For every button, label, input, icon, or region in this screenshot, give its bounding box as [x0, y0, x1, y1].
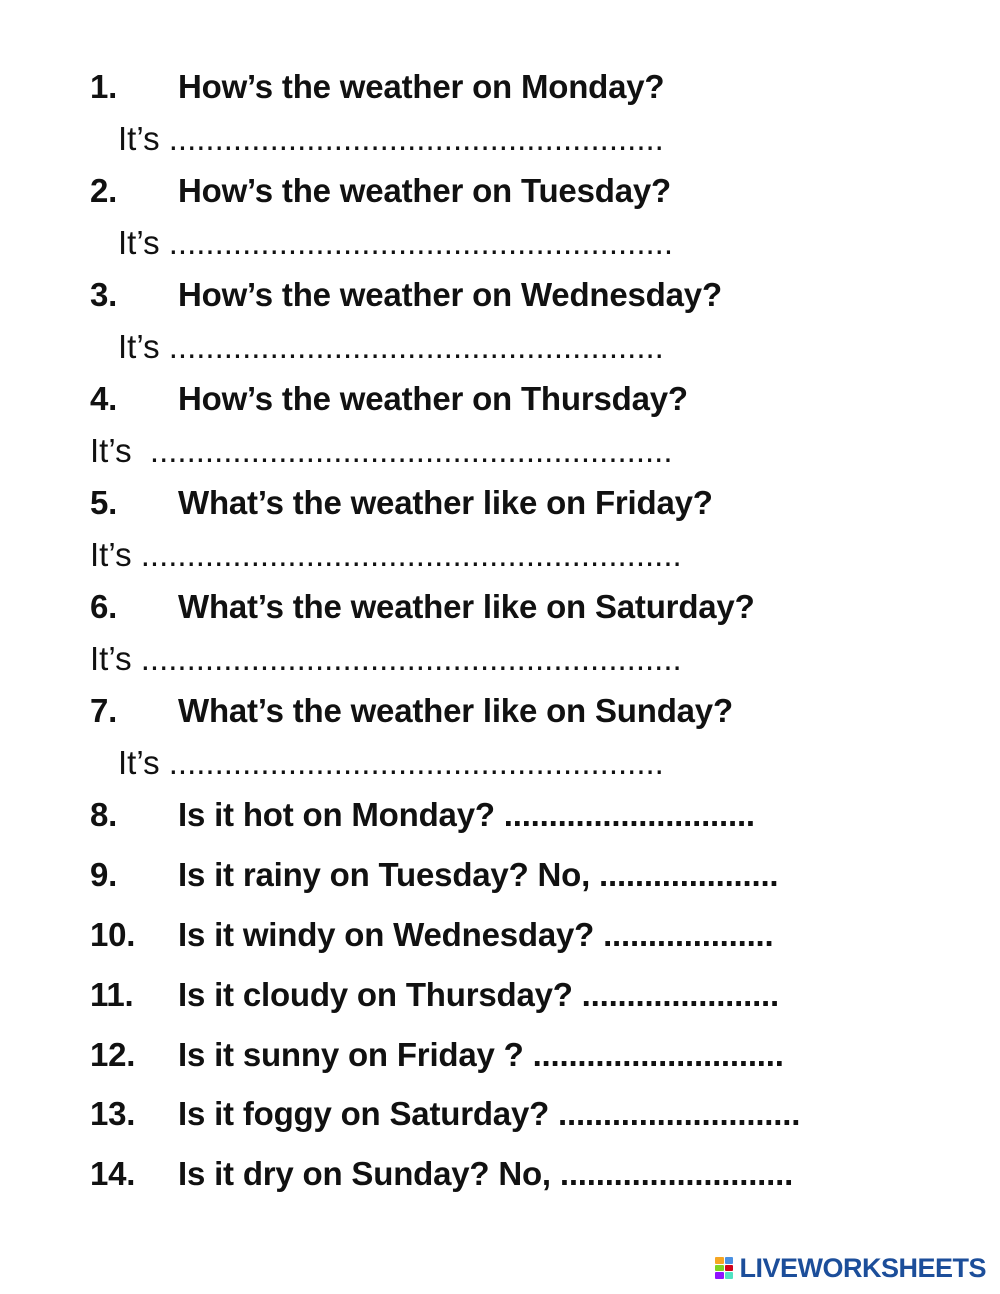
- question-text: What’s the weather like on Sunday?: [178, 692, 733, 729]
- question-number: 4.: [90, 380, 118, 417]
- answer-line-3[interactable]: It’s ......................................................: [118, 328, 664, 365]
- answer-line-7[interactable]: It’s ......................................................: [118, 744, 664, 781]
- question-number: 10.: [90, 916, 136, 953]
- question-11[interactable]: [90, 978, 970, 1014]
- question-10[interactable]: [90, 918, 970, 954]
- logo-mark-cell: [715, 1272, 724, 1279]
- question-1: [90, 70, 970, 106]
- question-text[interactable]: Is it sunny on Friday ? ............................: [178, 1036, 784, 1073]
- question-text: How’s the weather on Tuesday?: [178, 172, 671, 209]
- question-5: [90, 486, 970, 522]
- question-number: 13.: [90, 1095, 136, 1132]
- question-text[interactable]: Is it cloudy on Thursday? ......................: [178, 976, 779, 1013]
- question-14[interactable]: [90, 1157, 970, 1193]
- logo-text: LIVEWORKSHEETS: [739, 1252, 986, 1283]
- question-text[interactable]: Is it hot on Monday? ............................: [178, 796, 755, 833]
- question-number: 9.: [90, 856, 118, 893]
- question-text: How’s the weather on Monday?: [178, 68, 665, 105]
- question-2: [90, 174, 970, 210]
- logo-mark-cell: [715, 1257, 724, 1264]
- answer-line-2[interactable]: It’s .......................................................: [118, 224, 674, 261]
- question-7: [90, 694, 970, 730]
- question-text[interactable]: Is it windy on Wednesday? ...................: [178, 916, 774, 953]
- question-text: How’s the weather on Wednesday?: [178, 276, 722, 313]
- answer-line-4[interactable]: It’s .........................................................: [90, 432, 673, 469]
- question-6: [90, 590, 970, 626]
- question-number: 14.: [90, 1155, 136, 1192]
- logo-mark-cell: [715, 1265, 724, 1272]
- question-text: How’s the weather on Thursday?: [178, 380, 688, 417]
- question-text: What’s the weather like on Friday?: [178, 484, 713, 521]
- question-12[interactable]: [90, 1038, 970, 1074]
- question-text[interactable]: Is it foggy on Saturday? ...........................: [178, 1095, 801, 1132]
- question-number: 6.: [90, 588, 118, 625]
- question-9[interactable]: [90, 858, 970, 894]
- answer-line-1[interactable]: It’s ......................................................: [118, 120, 664, 157]
- question-text: What’s the weather like on Saturday?: [178, 588, 755, 625]
- question-number: 3.: [90, 276, 118, 313]
- liveworksheets-logo-icon: [715, 1257, 733, 1279]
- question-number: 5.: [90, 484, 118, 521]
- liveworksheets-logo: [715, 1254, 986, 1282]
- logo-mark-cell: [725, 1272, 734, 1279]
- logo-mark-cell: [725, 1265, 734, 1272]
- question-number: 11.: [90, 976, 134, 1013]
- logo-mark-cell: [725, 1257, 734, 1264]
- question-3: [90, 278, 970, 314]
- question-number: 2.: [90, 172, 118, 209]
- question-text[interactable]: Is it rainy on Tuesday? No, ....................: [178, 856, 779, 893]
- question-13[interactable]: [90, 1097, 970, 1133]
- question-number: 8.: [90, 796, 118, 833]
- question-8[interactable]: [90, 798, 970, 834]
- question-number: 7.: [90, 692, 118, 729]
- question-number: 1.: [90, 68, 118, 105]
- question-text[interactable]: Is it dry on Sunday? No, ..........................: [178, 1155, 794, 1192]
- answer-line-5[interactable]: It’s ...........................................................: [90, 536, 682, 573]
- question-4: [90, 382, 970, 418]
- answer-line-6[interactable]: It’s ...........................................................: [90, 640, 682, 677]
- question-number: 12.: [90, 1036, 136, 1073]
